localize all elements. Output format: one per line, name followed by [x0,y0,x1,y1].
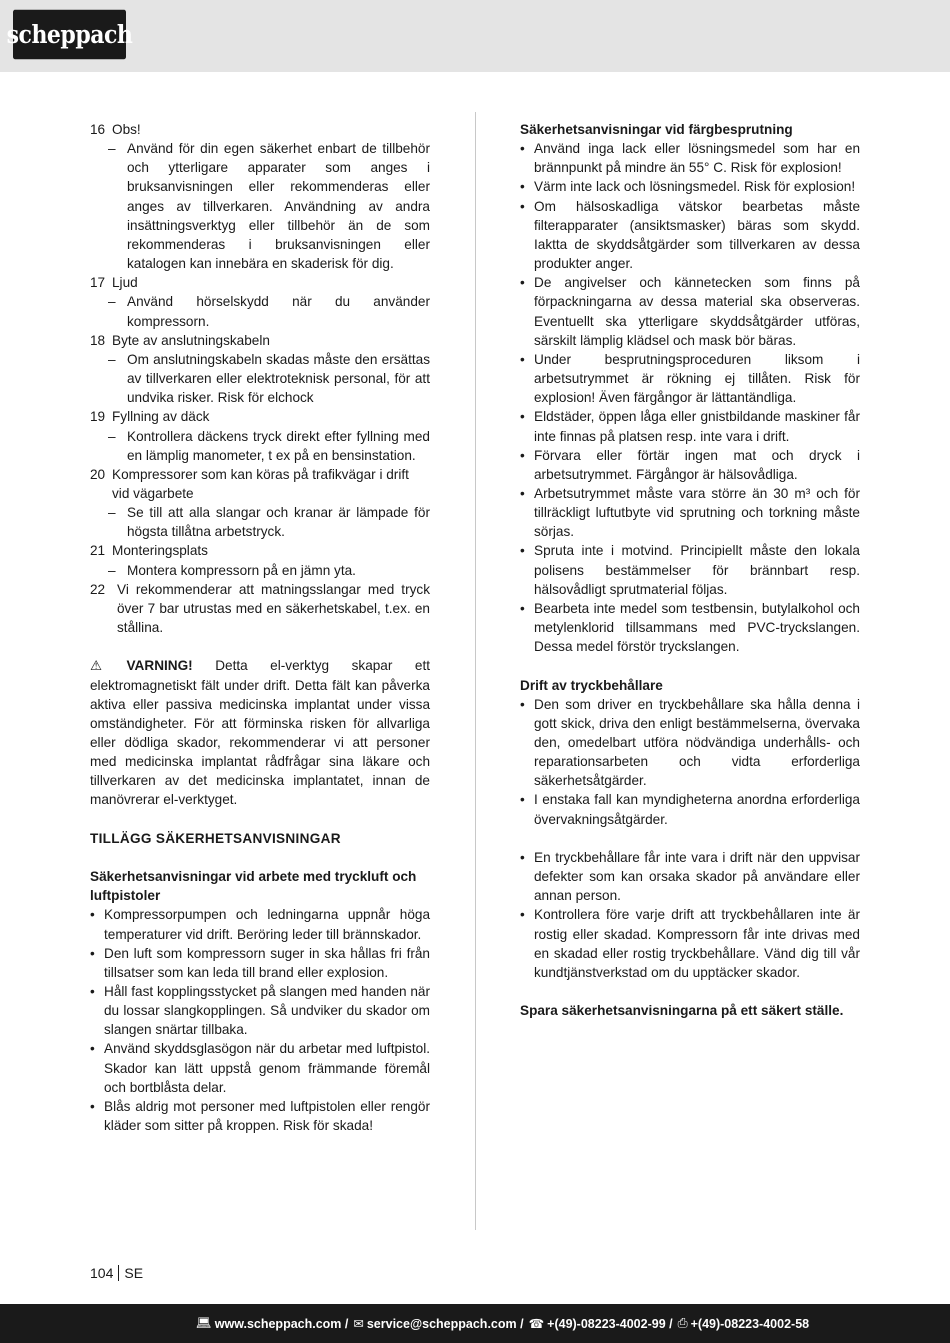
warning-label: VARNING! [126,658,193,674]
bullet-marker: • [90,945,95,961]
email-icon: ✉ [353,1317,364,1331]
bullet-marker: • [520,351,525,367]
item-20 [90,465,430,503]
bullet-marker: • [520,485,525,501]
list-item: • Arbetsutrymmet måste vara större än 30 m³ och för tillräckligt luftutbyte vid sprutning och torkning måste sörjas. [520,485,860,540]
list-item: • Förvara eller förtär ingen mat och dryck i arbetsutrymmet. Färgångor är hälsovådliga. [520,447,860,482]
item-number: 16 [90,122,106,137]
fax-icon: ⎙ [677,1316,688,1330]
bullet-marker: • [520,275,525,291]
item-16-detail [90,139,430,273]
supplement-heading: TILLÄGG SÄKERHETSANVISNINGAR [90,830,341,846]
page-number-separator [118,1265,119,1281]
item-text: Vi rekommenderar att matningsslangar med tryck över 7 bar utrustas med en säkerhetskabel, t.ex. en stållina. [117,581,430,636]
list-item: • Spruta inte i motvind. Principiellt måste den lokala polisens bestämmelser för brännbart resp. hälsovådligt sprutmaterial följas. [520,543,860,597]
dash-marker: – [108,428,116,444]
footer-fax: +(49)-08223-4002-58 [690,1316,810,1331]
list-item: • Värm inte lack och lösningsmedel. Risk för explosion! [520,177,860,196]
item-18-detail [90,350,430,407]
contact-footer [0,1304,950,1343]
footer-website[interactable]: www.scheppach.com / [214,1316,349,1331]
dash-marker: – [108,351,116,367]
list-item: • Om hälsoskadliga vätskor bearbetas måste filterapparater (ansiktsmasker) bäras som skydd. Iaktta de skyddsåtgärder som tillverkaren av dessa produkter anger. [520,198,860,272]
dash-marker: – [108,562,116,578]
item-title: Obs! [112,122,141,137]
item-number: 22 [90,581,106,597]
item-number: 17 [90,275,106,291]
spray-list [520,139,860,656]
footer-email[interactable]: service@scheppach.com / [366,1316,524,1331]
item-21 [90,541,430,560]
item-21-detail [90,561,430,580]
bullet-marker: • [520,696,525,712]
item-17-detail [90,292,430,330]
list-item: • Kompressorpumpen och ledningarna uppnår höga temperaturer vid drift. Beröring leder till brännskador. [90,907,430,942]
item-text: Montera kompressorn på en jämn yta. [127,562,356,578]
list-item: • Under besprutningsproceduren liksom i arbetsutrymmet är rökning ej tillåten. Risk för explosion! Även färgångor är lättantändliga. [520,351,860,406]
list-item: • Blås aldrig mot personer med luftpistolen eller rengör kläder som sitter på kroppen. Risk för skada! [90,1098,430,1134]
bullet-marker: • [520,849,525,865]
item-number: 21 [90,543,106,559]
vessel-heading: Drift av tryckbehållare [520,677,663,693]
list-item: • I enstaka fall kan myndigheterna anordna erforderliga övervakningsåtgärder. [520,792,860,827]
dash-marker: – [108,505,116,521]
bullet-marker: • [90,907,95,923]
left-column [90,120,430,1135]
dash-marker: – [108,294,116,310]
list-item: • Använd skyddsglasögon när du arbetar med luftpistol. Skador kan lätt uppstå genom främmande föremål och bortblåsta delar. [90,1041,430,1095]
item-20-detail [90,503,430,541]
compressed-air-list [90,905,430,1135]
page-number [90,1265,143,1281]
right-column [520,120,860,1020]
item-19 [90,407,430,426]
item-text: Kontrollera däckens tryck direkt efter fyllning med en lämplig manometer, t ex på en bensinstation. [127,428,430,463]
warning-paragraph [90,656,430,809]
list-item: • Eldstäder, öppen låga eller gnistbildande maskiner får inte finnas på platsen resp. inte vara i drift. [520,409,860,444]
list-item: • Håll fast kopplingsstycket på slangen med handen när du lossar slangkopplingen. Så undviker du skador om slangen snärtar tillbaka. [90,983,430,1038]
closing-note: Spara säkerhetsanvisningarna på ett säkert ställe. [520,1003,844,1019]
item-17 [90,273,430,292]
item-16 [90,120,430,139]
bullet-marker: • [520,179,525,195]
list-item: • Bearbeta inte medel som testbensin, butylalkohol och metylenklorid tillsammans med PVC-tryckslangen. Dessa medel förstör tryckslangen. [520,600,860,655]
item-number: 19 [90,409,106,425]
warning-text: Detta el-verktyg skapar ett elektromagnetiskt fält under drift. Detta fält kan påverka aktiva eller passiva medicinska implantat under vissa omständigheter. För att förminska risken för allvarliga eller dödliga skador, rekommenderar vi att personer med medicinska implantat rådfrågar sina läkare och tillverkaren av det medicinska implantatet, innan de manövrerar el-verktyget. [90,658,430,808]
bullet-marker: • [90,1098,95,1114]
bullet-marker: • [90,1041,95,1057]
item-number: 20 [90,466,106,482]
bullet-marker: • [520,447,525,463]
page-header [0,0,950,72]
list-item: • De angivelser och kännetecken som finns på förpackningarna av dessa material ska observeras. Eventuellt ska ytterligare skyddsåtgärder utföras, särskilt lämplig klädsel och mask bör bäras. [520,275,860,348]
item-text: Se till att alla slangar och kranar är lämpade för högsta tillåtna arbetstryck. [127,505,430,540]
item-22 [90,580,430,637]
bullet-marker: • [520,792,525,808]
item-title: Fyllning av däck [112,409,210,425]
page-number-value: 104 [90,1265,114,1281]
bullet-marker: • [520,198,525,214]
list-item: • Kontrollera före varje drift att tryckbehållaren inte är rostig eller skadad. Kompressorn får inte drivas med en skadad eller rostig tryckbehållare. Vänd dig till vår kundtjänstverkstad om du upptäcker skador. [520,907,860,980]
item-text: Använd för din egen säkerhet enbart de tillbehör och ytterligare apparater som anges i bruksanvisningen eller rekommenderas eller anges av tillverkaren. Användning av andra insättningsverktyg eller tillbehör än de som rekommenderas i bruksanvisningen eller katalogen kan innebära en skaderisk för dig. [127,141,430,272]
language-code: SE [124,1265,144,1281]
item-text: Använd hörselskydd när du använder kompressorn. [127,294,430,329]
list-item: • Den som driver en tryckbehållare ska hålla denna i gott skick, driva den enligt bestämmelserna, övervaka den, omedelbart utföra nödvändiga underhålls- och reparationsarbeten och vidta erforderliga säkerhetsåtgärder. [520,696,860,789]
spray-heading: Säkerhetsanvisningar vid färgbesprutning [520,122,793,137]
item-title: Kompressorer som kan köras på trafikvägar i drift vid vägarbete [112,466,409,501]
bullet-marker: • [90,983,95,999]
column-divider [475,112,476,1230]
item-number: 18 [90,332,106,348]
warning-triangle-icon: ⚠ [90,658,103,674]
list-item: • En tryckbehållare får inte vara i drift när den uppvisar defekter som kan orsaka skador på användare eller annan person. [520,849,860,904]
dash-marker: – [108,141,116,157]
bullet-marker: • [520,141,525,157]
phone-icon: ☎ [528,1317,545,1331]
item-title: Byte av anslutningskabeln [112,332,270,348]
bullet-marker: • [520,409,525,425]
list-item: • Använd inga lack eller lösningsmedel som har en brännpunkt på mindre än 55° C. Risk för explosion! [520,141,860,176]
item-text: Om anslutningskabeln skadas måste den ersättas av tillverkaren eller elektroteknisk personal, för att undvika risker. Risk för elchock [127,351,430,406]
footer-phone: +(49)-08223-4002-99 / [547,1316,673,1331]
list-item: • Den luft som kompressorn suger in ska hållas fri från tillsatser som kan leda till brand eller explosion. [90,945,430,980]
bullet-marker: • [520,543,525,559]
item-title: Monteringsplats [112,543,208,559]
bullet-marker: • [520,600,525,616]
vessel-list-a [520,695,860,829]
bullet-marker: • [520,907,525,923]
item-title: Ljud [112,275,138,291]
item-18 [90,331,430,350]
scheppach-logo: scheppach [13,10,126,59]
item-19-detail [90,427,430,465]
vessel-list-b [520,848,860,982]
computer-icon: 💻︎ [195,1316,212,1330]
compressed-air-heading: Säkerhetsanvisningar vid arbete med tryckluft och luftpistoler [90,869,417,904]
